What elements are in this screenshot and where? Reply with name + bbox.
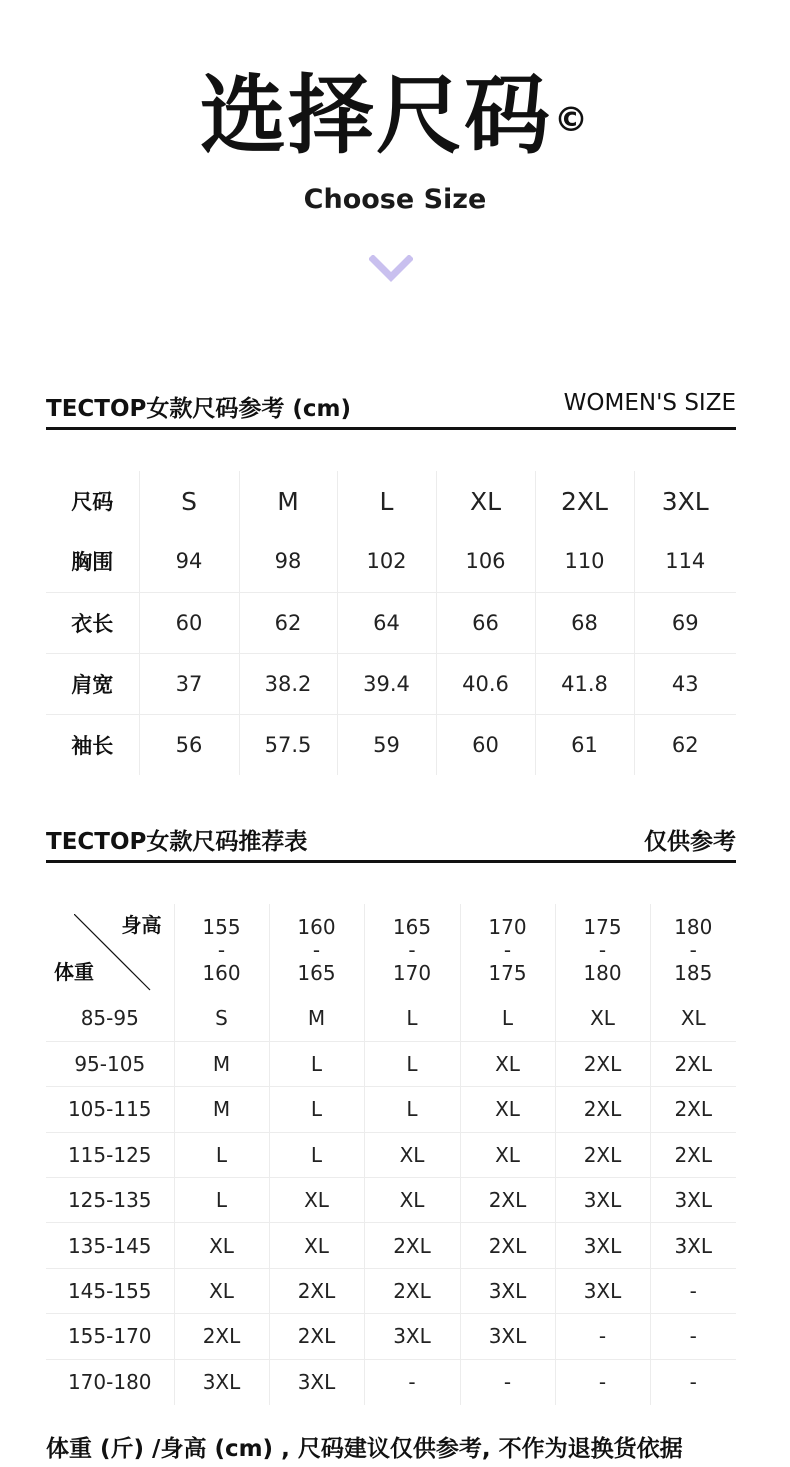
size-cell: S: [174, 996, 269, 1041]
size-cell: L: [174, 1178, 269, 1223]
weight-range: 85-95: [46, 996, 174, 1041]
recommend-label: 仅供参考: [644, 829, 736, 855]
size-cell: 2XL: [460, 1223, 555, 1268]
recommend-table: [46, 904, 736, 1405]
weight-range: 95-105: [46, 1041, 174, 1086]
size-cell: 2XL: [650, 1087, 736, 1132]
size-cell: -: [650, 1359, 736, 1404]
height-from: 155: [202, 914, 241, 939]
table-row: [46, 1041, 736, 1086]
size-cell: M: [174, 1087, 269, 1132]
table-row: [46, 1178, 736, 1223]
chevron-down-icon: [369, 255, 413, 283]
table-row: [46, 653, 736, 714]
size-cell: L: [364, 1087, 460, 1132]
row-label: 衣长: [46, 592, 139, 653]
size-cell: 3XL: [555, 1178, 650, 1223]
size-cell: L: [269, 1087, 364, 1132]
table-cell: 41.8: [535, 653, 634, 714]
size-cell: 3XL: [555, 1268, 650, 1313]
size-cell: 3XL: [460, 1314, 555, 1359]
table-cell: 106: [436, 531, 535, 592]
size-cell: 2XL: [269, 1314, 364, 1359]
page-title-text: 选择尺码: [200, 66, 552, 166]
table-cell: 98: [239, 531, 337, 592]
size-cell: 3XL: [269, 1359, 364, 1404]
table-row: [46, 714, 736, 775]
size-cell: -: [650, 1314, 736, 1359]
header-cell: 2XL: [535, 471, 634, 531]
table-cell: 60: [139, 592, 239, 653]
size-cell: 2XL: [364, 1223, 460, 1268]
height-to: 185: [674, 960, 713, 985]
size-cell: 2XL: [460, 1178, 555, 1223]
copyright-mark: ©: [554, 100, 590, 140]
size-cell: 3XL: [174, 1359, 269, 1404]
height-header-cell: [174, 904, 269, 996]
weight-range: 115-125: [46, 1132, 174, 1177]
table-row: [46, 1132, 736, 1177]
table-cell: 66: [436, 592, 535, 653]
row-label: 袖长: [71, 733, 114, 758]
women-size-table: [46, 471, 736, 775]
height-sep: -: [312, 937, 321, 962]
table-row: [46, 996, 736, 1041]
size-cell: XL: [650, 996, 736, 1041]
size-cell: -: [555, 1314, 650, 1359]
size-cell: 3XL: [650, 1223, 736, 1268]
height-from: 175: [583, 914, 622, 939]
table-cell: 43: [634, 653, 736, 714]
height-to: 165: [297, 960, 336, 985]
row-label: 胸围: [46, 531, 139, 592]
size-cell: -: [460, 1359, 555, 1404]
size-cell: 2XL: [650, 1041, 736, 1086]
size-cell: 2XL: [555, 1087, 650, 1132]
women-size-header: [46, 390, 736, 430]
height-header-cell: [650, 904, 736, 996]
size-cell: L: [364, 996, 460, 1041]
size-cell: XL: [269, 1223, 364, 1268]
page-title: [0, 66, 790, 166]
size-cell: XL: [269, 1178, 364, 1223]
recommend-title: TECTOP女款尺码推荐表: [46, 829, 308, 855]
size-cell: XL: [174, 1223, 269, 1268]
weight-range: 155-170: [46, 1314, 174, 1359]
table-cell: 39.4: [337, 653, 436, 714]
recommend-header: [46, 823, 736, 863]
height-from: 180: [674, 914, 713, 939]
size-cell: -: [364, 1359, 460, 1404]
size-cell: 2XL: [364, 1268, 460, 1313]
row-label: 肩宽: [46, 653, 139, 714]
size-cell: XL: [364, 1178, 460, 1223]
weight-range: 135-145: [46, 1223, 174, 1268]
size-cell: XL: [460, 1087, 555, 1132]
table-cell: 110: [535, 531, 634, 592]
table-cell: 94: [139, 531, 239, 592]
table-row: [46, 531, 736, 592]
size-cell: 3XL: [460, 1268, 555, 1313]
table-header-row: [46, 471, 736, 531]
size-cell: 2XL: [555, 1041, 650, 1086]
size-cell: L: [269, 1041, 364, 1086]
weight-range: 125-135: [46, 1178, 174, 1223]
size-cell: -: [555, 1359, 650, 1404]
weight-range: 145-155: [46, 1268, 174, 1313]
size-cell: L: [364, 1041, 460, 1086]
height-to: 175: [488, 960, 527, 985]
header-cell: M: [239, 471, 337, 531]
table-cell: 68: [535, 592, 634, 653]
corner-cell: [46, 904, 174, 996]
table-cell: 114: [634, 531, 736, 592]
size-cell: L: [460, 996, 555, 1041]
table-cell: 59: [337, 714, 436, 775]
table-cell: 57.5: [239, 714, 337, 775]
height-sep: -: [408, 937, 416, 962]
table-cell: 62: [634, 714, 736, 775]
size-cell: M: [174, 1041, 269, 1086]
footnote: 体重 (斤) /身高 (cm) , 尺码建议仅供参考, 不作为退换货依据: [46, 1436, 683, 1462]
height-header-cell: [460, 904, 555, 996]
table-cell: 102: [337, 531, 436, 592]
height-to: 160: [202, 960, 241, 985]
table-cell: 37: [139, 653, 239, 714]
size-cell: 2XL: [174, 1314, 269, 1359]
table-cell: 64: [337, 592, 436, 653]
table-cell: 40.6: [436, 653, 535, 714]
table-row: [46, 1268, 736, 1313]
table-row: [46, 1314, 736, 1359]
height-axis-label: 身高: [121, 913, 162, 937]
header-cell: S: [139, 471, 239, 531]
height-from: 165: [392, 914, 432, 939]
height-from: 160: [297, 914, 336, 939]
height-sep: -: [503, 937, 512, 962]
weight-axis-label: 体重: [54, 960, 94, 984]
table-cell: 56: [139, 714, 239, 775]
height-header-cell: [555, 904, 650, 996]
size-cell: 3XL: [364, 1314, 460, 1359]
height-sep: -: [217, 937, 226, 962]
page-subtitle: Choose Size: [303, 184, 487, 215]
size-cell: L: [174, 1132, 269, 1177]
table-cell: 61: [535, 714, 634, 775]
table-cell: 38.2: [239, 653, 337, 714]
size-cell: 2XL: [269, 1268, 364, 1313]
size-cell: 2XL: [650, 1132, 736, 1177]
height-sep: -: [598, 937, 607, 962]
header-cell: 3XL: [634, 471, 736, 531]
size-cell: 2XL: [555, 1132, 650, 1177]
size-cell: XL: [555, 996, 650, 1041]
height-sep: -: [689, 937, 697, 962]
size-cell: 3XL: [650, 1178, 736, 1223]
size-cell: XL: [460, 1132, 555, 1177]
table-row: [46, 1087, 736, 1132]
size-cell: XL: [174, 1268, 269, 1313]
table-cell: 69: [634, 592, 736, 653]
table-row: [46, 1223, 736, 1268]
header-cell: XL: [436, 471, 535, 531]
table-cell: 60: [436, 714, 535, 775]
height-header-cell: [364, 904, 460, 996]
size-cell: XL: [364, 1132, 460, 1177]
height-to: 170: [392, 960, 432, 985]
header-cell: 尺码: [71, 490, 114, 514]
height-to: 180: [583, 960, 622, 985]
table-row: [46, 592, 736, 653]
size-cell: XL: [460, 1041, 555, 1086]
header-cell: L: [337, 471, 436, 531]
size-cell: L: [269, 1132, 364, 1177]
height-from: 170: [488, 914, 527, 939]
height-header-cell: [269, 904, 364, 996]
table-row: [46, 1359, 736, 1404]
table-cell: 62: [239, 592, 337, 653]
size-cell: M: [269, 996, 364, 1041]
table-header-row: [46, 904, 736, 996]
weight-range: 105-115: [46, 1087, 174, 1132]
women-size-label: WOMEN'S SIZE: [563, 390, 736, 416]
women-size-title: TECTOP女款尺码参考 (cm): [46, 396, 352, 422]
size-cell: -: [650, 1268, 736, 1313]
size-cell: 3XL: [555, 1223, 650, 1268]
weight-range: 170-180: [67, 1370, 152, 1395]
